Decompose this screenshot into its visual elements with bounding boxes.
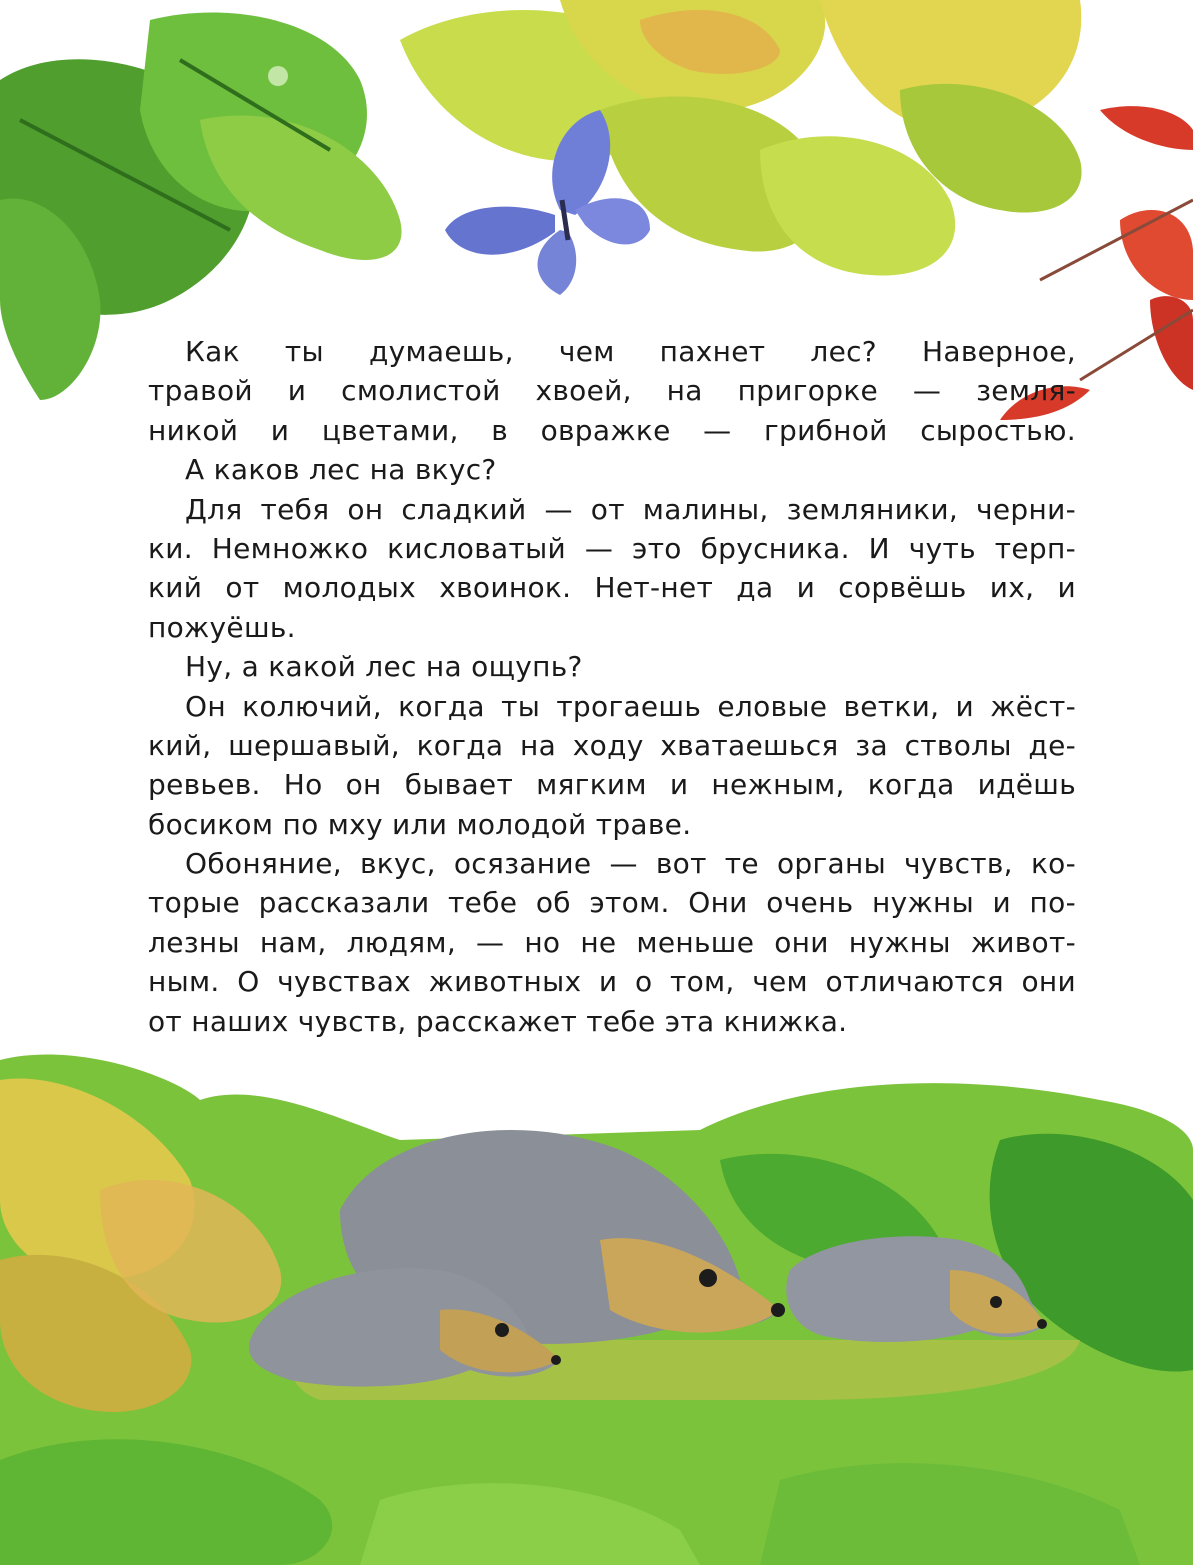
paragraph-taste bbox=[148, 490, 1076, 648]
text-line: лезны нам, людям, — но не меньше они нужны живот- bbox=[148, 925, 1076, 959]
text-line: пожуёшь. bbox=[148, 610, 296, 644]
story-text bbox=[148, 332, 1076, 1041]
paragraph-smell bbox=[148, 332, 1076, 450]
paragraph-touch-question bbox=[148, 647, 1076, 686]
text-line: Он колючий, когда ты трогаешь еловые ветки, и жёст- bbox=[185, 689, 1076, 723]
text-line: ки. Немножко кисловатый — это брусника. И чуть терп- bbox=[148, 531, 1076, 565]
text-line: А каков лес на вкус? bbox=[185, 453, 497, 487]
text-line: кий, шершавый, когда на ходу хватаешься за стволы де- bbox=[148, 728, 1076, 762]
text-line: босиком по мху или молодой траве. bbox=[148, 807, 692, 841]
text-line: травой и смолистой хвоей, на пригорке — земля- bbox=[148, 374, 1076, 408]
text-line: Ну, а какой лес на ощупь? bbox=[185, 650, 583, 684]
text-line: Как ты думаешь, чем пахнет лес? Наверное, bbox=[185, 335, 1076, 368]
paragraph-taste-question bbox=[148, 450, 1076, 489]
paragraph-touch bbox=[148, 687, 1076, 845]
text-line: торые рассказали тебе об этом. Они очень нужны и по- bbox=[148, 886, 1076, 920]
text-line: от наших чувств, расскажет тебе эта книжка. bbox=[148, 1004, 848, 1038]
text-line: никой и цветами, в овражке — грибной сыростью. bbox=[148, 413, 1076, 447]
paragraph-senses bbox=[148, 844, 1076, 1041]
text-line: кий от молодых хвоинок. Нет-нет да и сорвёшь их, и bbox=[148, 571, 1076, 605]
text-line: Обоняние, вкус, осязание — вот те органы чувств, ко- bbox=[185, 847, 1076, 881]
text-line: Для тебя он сладкий — от малины, земляники, черни- bbox=[185, 492, 1076, 526]
bottom-illustration bbox=[0, 1040, 1193, 1565]
text-line: ным. О чувствах животных и о том, чем отличаются они bbox=[148, 965, 1076, 999]
text-line: ревьев. Но он бывает мягким и нежным, когда идёшь bbox=[148, 768, 1076, 802]
